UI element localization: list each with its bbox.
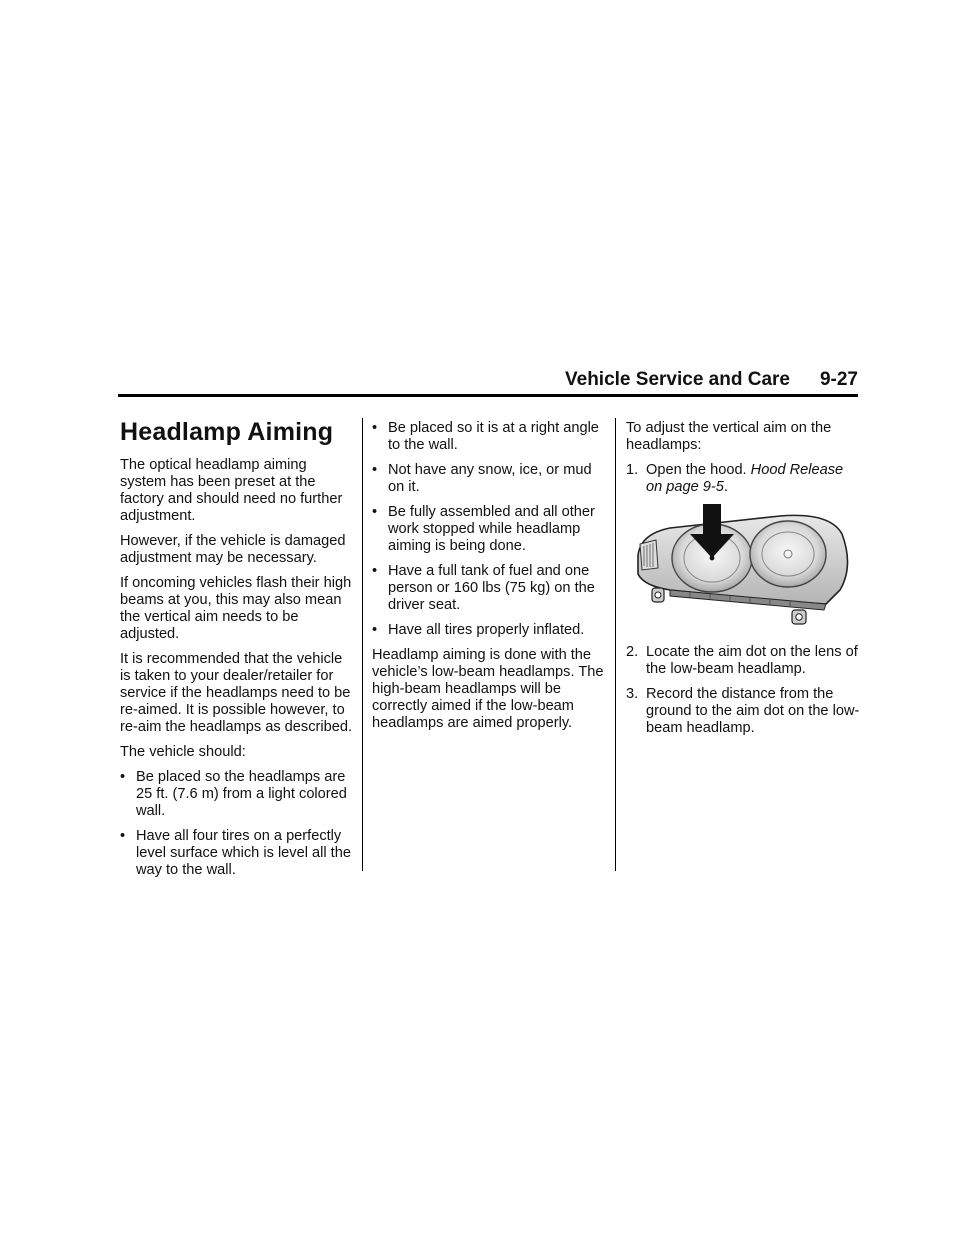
paragraph: Headlamp aiming is done with the vehicle’s low-beam headlamps. The high-beam headlamps will be correctly aimed if the low-beam headlamps are aimed properly.	[372, 647, 604, 731]
bullet-list	[120, 769, 356, 879]
headlamp-illustration-icon	[630, 504, 856, 628]
bullet-icon: •	[120, 828, 126, 844]
list-item: • Have a full tank of fuel and one person or 160 lbs (75 kg) on the driver seat.	[372, 563, 595, 613]
section-title: Vehicle Service and Care	[565, 369, 790, 390]
running-header	[118, 369, 858, 397]
list-item: • Be placed so it is at a right angle to the wall.	[372, 420, 599, 453]
bullet-icon: •	[372, 462, 378, 478]
bullet-icon: •	[372, 563, 378, 579]
list-item: • Be fully assembled and all other work stopped while headlamp aiming is being done.	[372, 504, 595, 554]
column-divider	[615, 418, 616, 871]
headlamp-figure	[630, 504, 856, 628]
paragraph: The optical headlamp aiming system has been preset at the factory and should need no further adjustment.	[120, 457, 343, 524]
step-number: 2.	[626, 644, 639, 660]
paragraph: To adjust the vertical aim on the headlamps:	[626, 420, 832, 453]
column-3	[626, 420, 862, 745]
list-item: 2. Locate the aim dot on the lens of the low-beam headlamp.	[626, 644, 858, 677]
list-item: 3. Record the distance from the ground to the aim dot on the low-beam headlamp.	[626, 686, 860, 736]
page-heading: Headlamp Aiming	[120, 418, 334, 446]
bullet-list	[372, 420, 608, 639]
bullet-icon: •	[120, 769, 126, 785]
step-number: 1.	[626, 462, 639, 478]
bullet-icon: •	[372, 622, 378, 638]
column-divider	[362, 418, 363, 871]
list-item: 1. Open the hood. Hood Release on page 9-5.	[626, 462, 844, 495]
bullet-icon: •	[372, 504, 378, 520]
paragraph: It is recommended that the vehicle is taken to your dealer/retailer for service if the headlamps need to be re-aimed. It is possible however, to re-aim the headlamps as described.	[120, 651, 352, 735]
page-number: 9-27	[819, 369, 858, 390]
list-item: • Have all four tires on a perfectly level surface which is level all the way to the wall.	[120, 828, 351, 878]
numbered-list	[626, 462, 862, 496]
step-number: 3.	[626, 686, 639, 702]
paragraph: The vehicle should:	[120, 744, 246, 760]
numbered-list	[626, 644, 862, 737]
column-2	[372, 420, 608, 740]
bullet-icon: •	[372, 420, 378, 436]
list-item: • Not have any snow, ice, or mud on it.	[372, 462, 592, 495]
list-item: • Be placed so the headlamps are 25 ft. (7.6 m) from a light colored wall.	[120, 769, 347, 819]
cross-reference-link[interactable]: Hood Release on page 9-5	[646, 462, 844, 495]
paragraph: However, if the vehicle is damaged adjustment may be necessary.	[120, 533, 346, 566]
list-item: • Have all tires properly inflated.	[372, 622, 585, 638]
paragraph: If oncoming vehicles flash their high beams at you, this may also mean the vertical aim needs to be adjusted.	[120, 575, 352, 642]
column-1	[120, 418, 356, 887]
